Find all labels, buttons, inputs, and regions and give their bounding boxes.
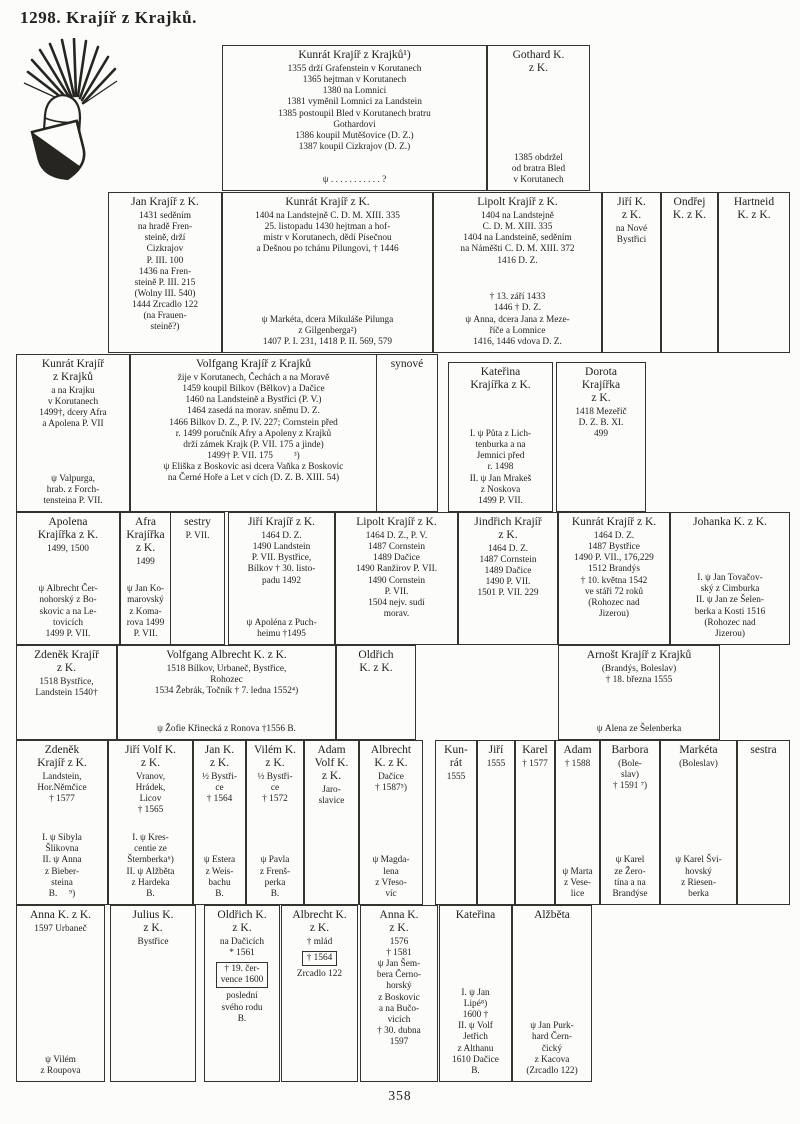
box-title: Zdeněk Krajíř z K. bbox=[37, 744, 87, 769]
box-katerina bbox=[448, 362, 553, 512]
box-body: Jaro- slavice bbox=[318, 784, 345, 806]
box-title: Kunrát Krajíř z Krajků bbox=[41, 358, 105, 383]
box-body: † mlád bbox=[306, 936, 333, 947]
box-footer: ψ . . . . . . . . . . . ? bbox=[322, 174, 387, 185]
box-title: Julius K. z K. bbox=[132, 909, 174, 934]
box-volfgang-albrecht bbox=[117, 645, 336, 740]
box-footer: ψ Magda- lena z Vřeso- víc bbox=[372, 855, 410, 899]
box-oldrich-1561 bbox=[204, 905, 280, 1082]
box-footer: I. ψ Půta z Lich- tenburka a na Jemnici před r. 1498 II. ψ Jan Mrakeš z Noskova 1499 P. VII. bbox=[469, 428, 532, 506]
box-body: a na Krajku v Korutanech 1499†, dcery Afra a Apolena P. VII bbox=[39, 385, 107, 430]
box-title: Kunrát Krajíř z K. bbox=[571, 516, 657, 528]
coat-of-arms-icon bbox=[18, 38, 118, 195]
box-title: Arnošt Krajíř z Krajků bbox=[586, 649, 692, 661]
box-footer: I. ψ Jan Tovačov- ský z Cimburka II. ψ Jan ze Šelen- berka a Kosti 1516 (Rohozec nad Jizerou) bbox=[694, 573, 766, 639]
box-title: Volfgang Krajíř z Krajků bbox=[195, 358, 312, 370]
box-title: Jiří Volf K. z K. bbox=[124, 744, 176, 769]
box-footer: ψ Karel Švi- hovský z Riesen- berka bbox=[675, 855, 722, 899]
box-title: Markéta bbox=[679, 744, 718, 756]
box-body: na Dačicích * 1561 bbox=[219, 936, 265, 958]
box-sestry-label bbox=[171, 512, 225, 645]
box-body: 1499, 1500 bbox=[47, 543, 89, 554]
box-afra bbox=[120, 512, 171, 645]
box-body: 1518 Bílkov, Urbaneč, Bystřice, Rohozec 1534 Žebrák, Točník † 7. ledna 1552⁴) bbox=[154, 663, 299, 697]
box-title: Johanka K. z K. bbox=[693, 516, 767, 528]
box-title: Jindřich Krajíř z K. bbox=[474, 516, 542, 541]
box-footer: I. ψ Jan Lipé⁸) 1600 † II. ψ Volf Jetřich z Althanu 1610 Dačice B. bbox=[452, 987, 499, 1076]
box-title: Kun- rát bbox=[444, 744, 468, 769]
box-arnost bbox=[558, 645, 720, 740]
box-vilem bbox=[246, 740, 304, 905]
box-title: Gothard K. z K. bbox=[512, 49, 565, 74]
box-body: 1404 na Landstejně C. D. M. XIII. 335 1404 na Landsteině, seděním na Náměšti C. D. M. XIII. 372 1416 D. Z. bbox=[460, 210, 575, 266]
box-title: Anna K. z K. bbox=[379, 909, 419, 934]
box-body: 1404 na Landstejně C. D. M. XIII. 335 25. listopadu 1430 hejtman a hof- mistr v Korutanech, dědí Písečnou a Dešnou po tchánu Pilungovi, † 1446 bbox=[255, 210, 400, 255]
box-marketa bbox=[660, 740, 737, 905]
box-body: 1431 seděním na hradě Fren- steině, drží Cizkrajov P. III. 100 1436 na Fren- steině P. III. 215 (Wolny III. 540) 1444 Zrcadlo 122 (na Frauen- steině?) bbox=[131, 210, 199, 333]
box-title: Kunrát Krajíř z Krajků¹) bbox=[298, 49, 411, 61]
box-anna-1597 bbox=[16, 905, 105, 1082]
page-title: 1298. Krajíř z Krajků. bbox=[20, 8, 198, 27]
box-title: Kateřina Krajířka z K. bbox=[470, 366, 531, 391]
box-footer: ψ Jan Ko- marovský z Koma- rova 1499 P. VII. bbox=[126, 584, 165, 639]
box-title: Jiří Krajíř z K. bbox=[247, 516, 316, 528]
box-body: Landstein, Hor.Němčice † 1577 bbox=[37, 771, 87, 805]
box-body: 1464 D. Z. 1490 Landstein P. VII. Bystřice, Bílkov † 30. listo- padu 1492 bbox=[247, 530, 316, 586]
box-body: 1555 bbox=[446, 771, 466, 782]
box-body: (Bole- slav) † 1591 ⁷) bbox=[612, 758, 648, 792]
box-kunrat-1464 bbox=[558, 512, 670, 645]
box-title: Volfgang Albrecht K. z K. bbox=[166, 649, 287, 661]
box-jiri-volf bbox=[108, 740, 193, 905]
box-body: † 1588 bbox=[564, 758, 591, 769]
box-body: (Boleslav) bbox=[679, 758, 718, 769]
death-date-box: † 1564 bbox=[302, 951, 338, 966]
box-title: Albrecht K. z K. bbox=[292, 909, 347, 934]
box-body: 1518 Bystřice, Landstein 1540† bbox=[35, 676, 98, 698]
box-footer: ψ Žofie Křinecká z Ronova †1556 B. bbox=[157, 723, 296, 734]
box-dorota bbox=[556, 362, 646, 512]
box-title: Oldřich K. z K. bbox=[358, 649, 394, 674]
box-albrecht-dacice bbox=[359, 740, 423, 905]
box-title: Adam bbox=[563, 744, 592, 756]
box-body: ½ Bystři- ce † 1564 bbox=[201, 771, 238, 805]
box-title: Ondřej K. z K. bbox=[672, 196, 707, 221]
box-title: Jan Krajíř z K. bbox=[131, 196, 199, 208]
box-footer: ψ Jan Purk- hard Čern- čický z Kacova (Zrcadlo 122) bbox=[526, 1021, 578, 1076]
box-apolena bbox=[16, 512, 120, 645]
box-footer: ψ Albrecht Čer- nohorský z Bo- skovic a na Le- tovicích 1499 P. VII. bbox=[38, 584, 98, 639]
box-title: sestra bbox=[750, 744, 777, 756]
box-body: 1576 † 1581 ψ Jan Šem- bera Černo- horský z Boskovic a na Bučo- vicích † 30. dubna 1597 bbox=[376, 936, 422, 1048]
box-adam-volf bbox=[304, 740, 359, 905]
box-karel bbox=[515, 740, 555, 905]
box-title: Jiří bbox=[488, 744, 504, 756]
box-footer: poslední svého rodu B. bbox=[221, 991, 263, 1024]
box-title: Kateřina bbox=[455, 909, 496, 921]
box-body: 1355 drží Grafenstein v Korutanech 1365 hejtman v Korutanech 1380 na Lomnici 1381 vyměnil Lomnici za Landstein 1385 postoupil Bled v Korutanech bratru Gothardovi 1386 koupil Mutěšovice (D. Z.) 1387 koupil Cizkrajov (D. Z.) bbox=[278, 63, 431, 152]
box-footer: ψ Apoléna z Puch- heimu †1495 bbox=[246, 617, 317, 639]
page-number: 358 bbox=[388, 1088, 412, 1103]
box-volfgang-1459 bbox=[130, 354, 377, 512]
box-body: žije v Korutanech, Čechách a na Moravě 1459 koupil Bilkov (Bělkov) a Dačice 1460 na Landsteině a Bystřici (P. V.) 1464 zasedá na morav. sněmu D. Z. 1466 Bilkov D. Z., P. IV. 227; Cornstein před r. 1499 poručník Afry a Apoleny z Krajků drží zámek Krajk (P. VII. 175 a jinde) 1499† P. VII. 175 ³) ψ Eliška z Boskovic asi dcera Vaňka z Boskovic na Černé Hoře a Let v cích (D. Z. B. XIII. 54) bbox=[163, 372, 344, 484]
box-jiri-1464 bbox=[228, 512, 335, 645]
box-body: Bystřice bbox=[137, 936, 169, 947]
box-jindrich bbox=[458, 512, 558, 645]
box-title: Lipolt Krajíř z K. bbox=[356, 516, 437, 528]
box-footer: ψ Markéta, dcera Mikuláše Pilunga z Gilgenberga²) 1407 P. I. 231, 1418 P. II. 569, 579 bbox=[261, 314, 394, 347]
box-footer: ψ Alena ze Šelenberka bbox=[596, 723, 682, 734]
box-julius bbox=[110, 905, 196, 1082]
box-body: 1464 D. Z. 1487 Cornstein 1489 Dačice 1490 P. VII. 1501 P. VII. 229 bbox=[477, 543, 539, 599]
box-footer: ψ Pavla z Frenš- perka B. bbox=[259, 855, 291, 899]
box-title: Apolena Krajířka z K. bbox=[37, 516, 99, 541]
box-sestra-label bbox=[737, 740, 790, 905]
box-title: Vilém K. z K. bbox=[253, 744, 297, 769]
box-body: (Brandýs, Boleslav) † 18. března 1555 bbox=[601, 663, 677, 686]
box-title: Oldřich K. z K. bbox=[217, 909, 267, 934]
box-lipolt-1464 bbox=[335, 512, 458, 645]
box-oldrich-k bbox=[336, 645, 416, 740]
box-title: Alžběta bbox=[534, 909, 570, 921]
box-title: Anna K. z K. bbox=[30, 909, 91, 921]
box-title: Adam Volf K. z K. bbox=[314, 744, 349, 782]
box-footer: † 13. září 1433 1446 † D. Z. ψ Anna, dcera Jana z Meze- říče a Lomnice 1416, 1446 vdova D. Z. bbox=[465, 292, 570, 347]
box-gothard bbox=[487, 45, 590, 191]
box-footer: ψ Valpurga, hrab. z Forch- tensteina P. VII. bbox=[43, 473, 103, 506]
box-alzbeta bbox=[512, 905, 592, 1082]
box-footer: I. ψ Sibyla Šlikovna II. ψ Anna z Bieber- steina B. ⁹) bbox=[42, 833, 82, 899]
box-footer: ψ Vilém z Roupova bbox=[40, 1054, 81, 1076]
box-kunrat-1355 bbox=[222, 45, 487, 191]
box-title: Dorota Krajířka z K. bbox=[581, 366, 621, 404]
box-body: na Nové Bystřici bbox=[615, 223, 648, 245]
box-katerina-2 bbox=[439, 905, 512, 1082]
box-title: Jan K. z K. bbox=[204, 744, 235, 769]
box-johanka bbox=[670, 512, 790, 645]
box-zdenek-1577 bbox=[16, 740, 108, 905]
box-synove-label bbox=[377, 354, 438, 512]
box-title: Karel bbox=[522, 744, 548, 756]
box-title: Hartneid K. z K. bbox=[733, 196, 775, 221]
box-footer: ψ Karel ze Žero- tína a na Brandýse bbox=[612, 855, 648, 899]
box-barbora bbox=[600, 740, 660, 905]
box-body: 1464 D. Z. 1487 Bystřice 1490 P. VII., 176,229 1512 Brandýs † 10. května 1542 ve stáři 72 roků (Rohozec nad Jizerou) bbox=[574, 530, 654, 619]
box-jan-1564 bbox=[193, 740, 246, 905]
box-title: Lipolt Krajíř z K. bbox=[477, 196, 558, 208]
box-title: Zdeněk Krajíř z K. bbox=[34, 649, 99, 674]
box-adam-1588 bbox=[555, 740, 600, 905]
box-title: sestry bbox=[184, 516, 211, 528]
box-ondrej bbox=[661, 192, 718, 353]
box-body: Dačice † 1587⁵) bbox=[375, 771, 407, 793]
box-footer: Zrcadlo 122 bbox=[296, 969, 343, 980]
box-body: 1597 Urbaneč bbox=[34, 923, 87, 934]
box-albrecht-1564 bbox=[281, 905, 358, 1082]
box-title: Barbora bbox=[611, 744, 649, 756]
box-footer: 1385 obdržel od bratra Bled v Korutanech bbox=[511, 152, 566, 185]
box-body: 1499 bbox=[136, 556, 155, 567]
box-body: † 1577 bbox=[522, 758, 548, 769]
box-title: Kunrát Krajíř z K. bbox=[285, 196, 370, 208]
box-footer: ψ Estera z Weis- bachu B. bbox=[203, 855, 236, 899]
box-title: Albrecht K. z K. bbox=[370, 744, 412, 769]
box-hartneid bbox=[718, 192, 790, 353]
box-body: 1418 Mezeřič D. Z. B. XI. 499 bbox=[575, 406, 627, 439]
box-body: 1464 D. Z., P. V. 1487 Cornstein 1489 Dačice 1490 Ranžirov P. VII. 1490 Cornstein P. VII. 1504 nejv. sudí morav. bbox=[355, 530, 438, 619]
box-kunrat-1404 bbox=[222, 192, 433, 353]
box-jiri-bystrice bbox=[602, 192, 661, 353]
box-footer: ψ Marta z Vese- lice bbox=[562, 866, 593, 899]
box-kunrat-krajku bbox=[16, 354, 130, 512]
death-date-box: † 19. čer- vence 1600 bbox=[216, 962, 269, 988]
box-title: synové bbox=[390, 358, 424, 370]
box-footer: I. ψ Kres- centie ze Šternberka⁶) II. ψ Alžběta z Hardeka B. bbox=[126, 833, 175, 899]
box-anna-1576 bbox=[360, 905, 438, 1082]
box-kunrat-1555 bbox=[435, 740, 477, 905]
box-lipolt-1404 bbox=[433, 192, 602, 353]
box-body: Vranov, Hrádek, Licov † 1565 bbox=[135, 771, 166, 816]
box-zdenek-1518 bbox=[16, 645, 117, 740]
box-body: ½ Bystři- ce † 1572 bbox=[257, 771, 293, 805]
box-title: Afra Krajířka z K. bbox=[126, 516, 165, 554]
box-title: Jiří K. z K. bbox=[617, 196, 646, 221]
box-jan-1431 bbox=[108, 192, 222, 353]
box-jiri-1555 bbox=[477, 740, 515, 905]
box-body: P. VII. bbox=[185, 530, 210, 541]
box-body: 1555 bbox=[486, 758, 506, 769]
